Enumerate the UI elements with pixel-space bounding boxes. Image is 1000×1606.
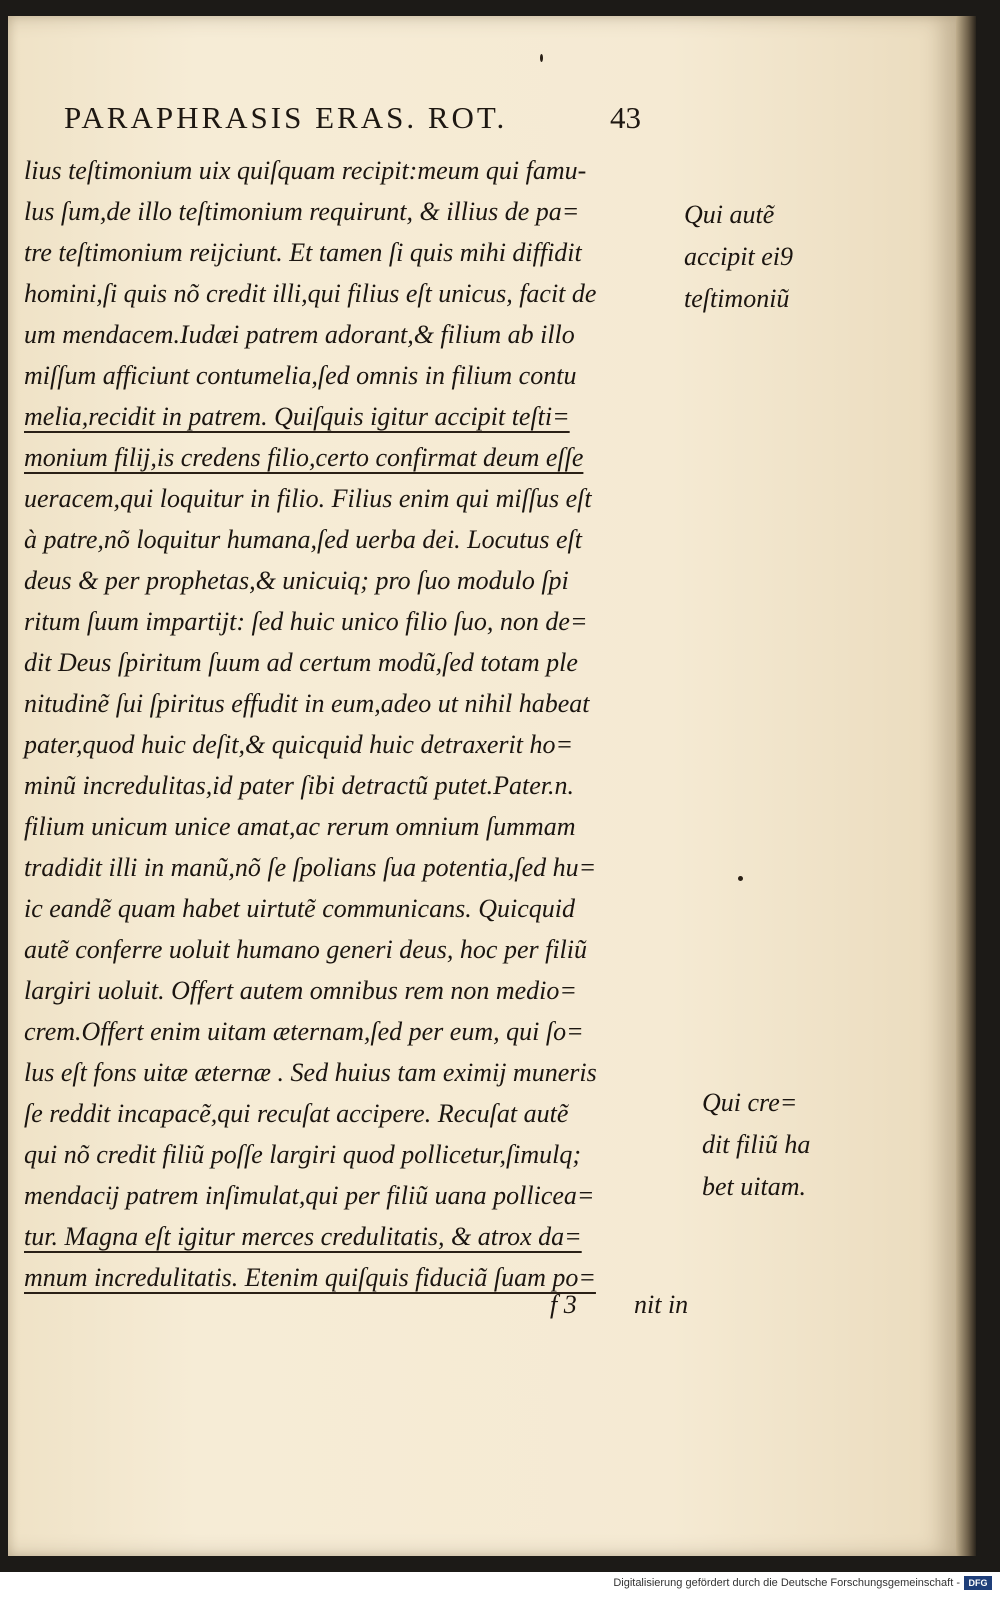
text-line: nitudinẽ ſui ſpiritus effudit in eum,adeo ut nihil habeat (24, 689, 590, 718)
text-line: qui nõ credit filiũ poſſe largiri quod pollicetur,ſimulq; (24, 1140, 582, 1169)
marginal-note (702, 1082, 810, 1208)
text-line: ic eandẽ quam habet uirtutẽ communicans. Quicquid (24, 894, 575, 923)
text-line: melia,recidit in patrem. Quiſquis igitur accipit teſti= (24, 402, 570, 431)
text-line: mnum incredulitatis. Etenim quiſquis fiduciã ſuam po= (24, 1263, 596, 1292)
text-line: autẽ conferre uoluit humano generi deus, hoc per filiũ (24, 935, 587, 964)
marginal-note-line: bet uitam. (702, 1172, 806, 1201)
text-line: ueracem,qui loquitur in filio. Filius enim qui miſſus eſt (24, 484, 592, 513)
text-line: mendacij patrem inſimulat,qui per filiũ uana pollicea= (24, 1181, 595, 1210)
text-line: ſe reddit incapacẽ,qui recuſat accipere. Recuſat autẽ (24, 1099, 569, 1128)
text-line: homini,ſi quis nõ credit illi,qui filius eſt unicus, facit de (24, 279, 597, 308)
text-line: um mendacem.Iudæi patrem adorant,& filium ab illo (24, 320, 575, 349)
text-line: tur. Magna eſt igitur merces credulitatis, & atrox da= (24, 1222, 582, 1251)
marginal-note-line: Qui autẽ (684, 200, 775, 229)
text-line: minũ incredulitas,id pater ſibi detractũ putet.Pater.n. (24, 771, 575, 800)
body-text (24, 150, 704, 1298)
text-line: dit Deus ſpiritum ſuum ad certum modũ,ſed totam ple (24, 648, 578, 677)
marginal-note-line: dit filiũ ha (702, 1130, 811, 1159)
text-line: largiri uoluit. Offert autem omnibus rem non medio= (24, 976, 577, 1005)
text-line: lus ſum,de illo teſtimonium requirunt, & illius de pa= (24, 197, 580, 226)
ink-speck (738, 876, 743, 881)
text-line: miſſum afficiunt contumelia,ſed omnis in filium contu (24, 361, 577, 390)
dfg-logo: DFG (964, 1576, 992, 1590)
text-line: lius teſtimonium uix quiſquam recipit:meum qui famu- (24, 156, 587, 185)
marginal-note-line: Qui cre= (702, 1088, 798, 1117)
text-line: tradidit illi in manũ,nõ ſe ſpolians ſua potentia,ſed hu= (24, 853, 597, 882)
text-line: monium filij,is credens filio,certo confirmat deum eſſe (24, 443, 584, 472)
text-line: lus eſt fons uitæ æternæ . Sed huius tam eximij muneris (24, 1058, 597, 1087)
text-line: tre teſtimonium reijciunt. Et tamen ſi quis mihi diffidit (24, 238, 582, 267)
text-line: crem.Offert enim uitam æternam,ſed per eum, qui ſo= (24, 1017, 584, 1046)
text-line: à patre,nõ loquitur humana,ſed uerba dei. Locutus eſt (24, 525, 582, 554)
marginal-note (684, 194, 793, 320)
text-line: filium unicum unice amat,ac rerum omnium ſummam (24, 812, 576, 841)
text-line: ritum ſuum impartijt: ſed huic unico filio ſuo, non de= (24, 607, 588, 636)
text-line: deus & per prophetas,& unicuiq; pro ſuo modulo ſpi (24, 566, 569, 595)
text-line: pater,quod huic deſit,& quicquid huic detraxerit ho= (24, 730, 574, 759)
marginal-note-line: accipit ei9 (684, 242, 794, 271)
running-head: PARAPHRASIS ERAS. ROT. (64, 100, 508, 135)
page-edge-shadow (956, 16, 976, 1556)
page-number: 43 (610, 100, 641, 135)
signature-mark: f 3 (550, 1290, 577, 1319)
marginal-note-line: teſtimoniũ (684, 284, 790, 313)
funding-credit: Digitalisierung gefördert durch die Deutsche Forschungsgemeinschaft - (613, 1577, 960, 1589)
ink-speck (540, 54, 543, 62)
catchword: nit in (634, 1290, 689, 1319)
